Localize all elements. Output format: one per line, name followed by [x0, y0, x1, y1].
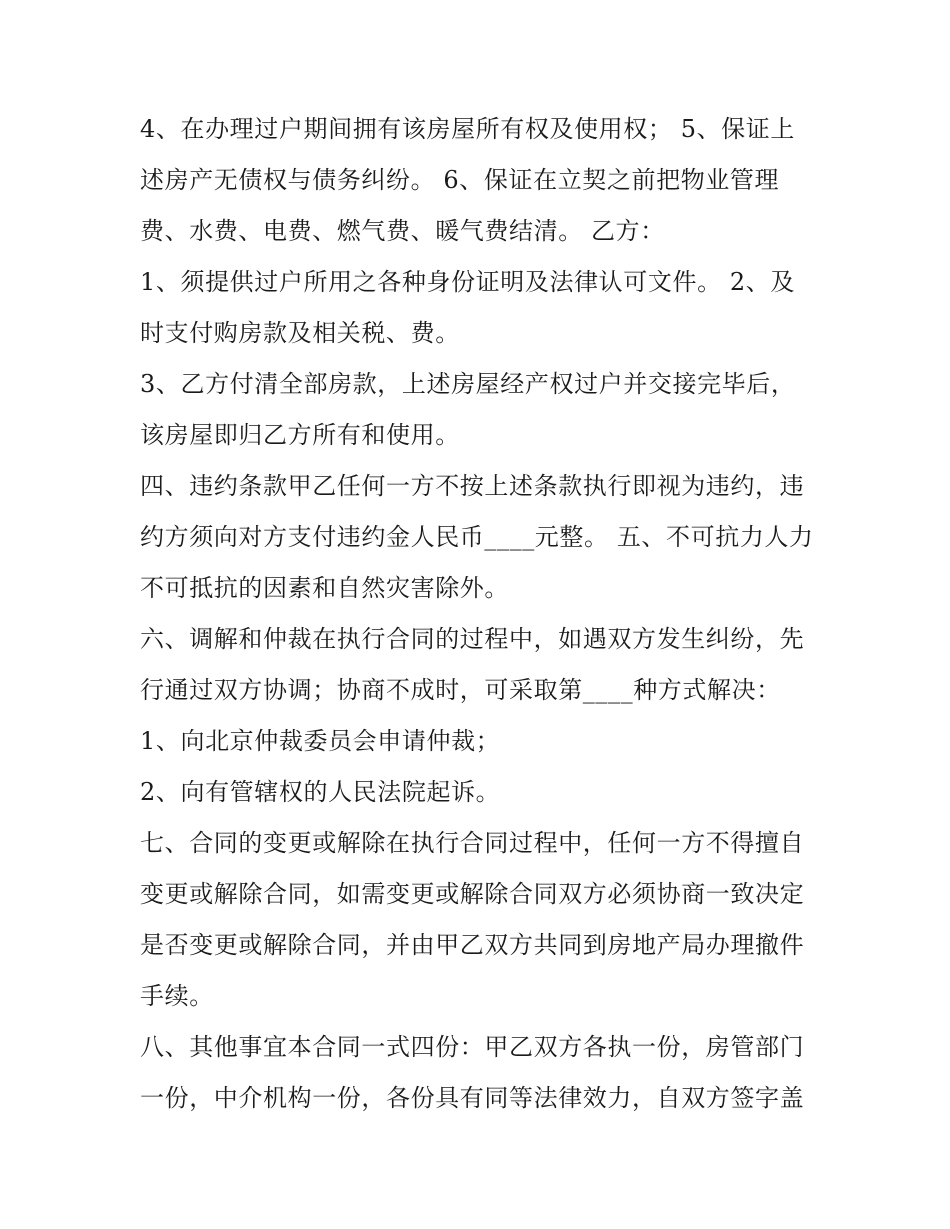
document-body [140, 104, 815, 1124]
paragraph-arbitration-option-1: 1、向北京仲裁委员会申请仲裁； [140, 727, 501, 755]
paragraph-buyer-obligations-1-2: 1、须提供过户所用之各种身份证明及法律认可文件。 2、及时支付购房款及相关税、费。 [140, 268, 795, 347]
paragraph-contract-change: 七、合同的变更或解除在执行合同过程中，任何一方不得擅自变更或解除合同，如需变更或解除合同双方必须协商一致决定是否变更或解除合同，并由甲乙双方共同到房地产局办理撤件手续。 [140, 829, 805, 1010]
paragraph-mediation-arbitration: 六、调解和仲裁在执行合同的过程中，如遇双方发生纠纷，先行通过双方协调；协商不成时，可采取第____种方式解决： [140, 625, 805, 704]
paragraph-breach-and-force-majeure: 四、违约条款甲乙任何一方不按上述条款执行即视为违约，违约方须向对方支付违约金人民币____元整。 五、不可抗力人力不可抵抗的因素和自然灾害除外。 [140, 472, 814, 602]
paragraph-buyer-obligation-3: 3、乙方付清全部房款，上述房屋经产权过户并交接完毕后，该房屋即归乙方所有和使用。 [140, 370, 796, 449]
paragraph-other-matters: 八、其他事宜本合同一式四份：甲乙双方各执一份，房管部门一份，中介机构一份，各份具有同等法律效力，自双方签字盖 [140, 1033, 805, 1112]
paragraph-arbitration-option-2: 2、向有管辖权的人民法院起诉。 [140, 778, 501, 806]
paragraph-seller-obligations: 4、在办理过户期间拥有该房屋所有权及使用权； 5、保证上述房产无债权与债务纠纷。 6、保证在立契之前把物业管理费、水费、电费、燃气费、暖气费结清。 乙方： [140, 115, 795, 245]
